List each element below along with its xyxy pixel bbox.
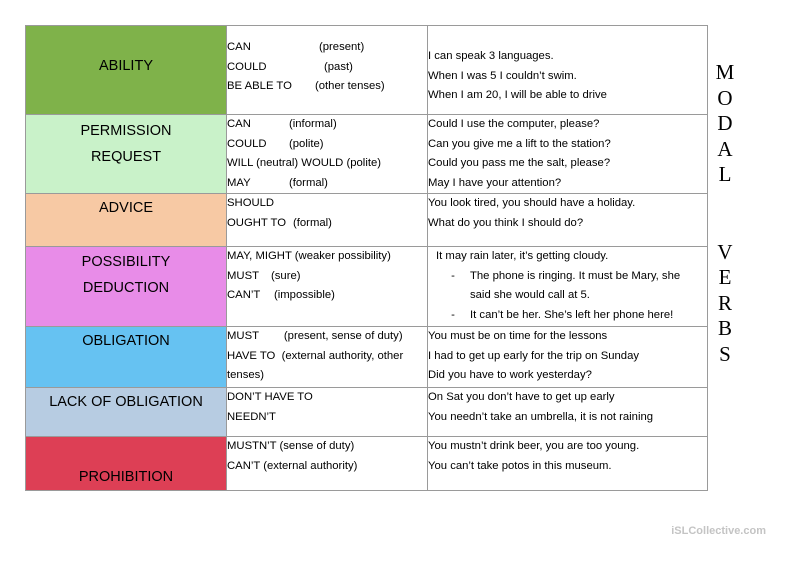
example-line: On Sat you don’t have to get up early <box>428 391 615 403</box>
forms-cell-ability <box>227 26 428 115</box>
form-note: (other tenses) <box>315 80 385 92</box>
category-label: LACK OF OBLIGATION <box>49 394 203 410</box>
title-letter: E <box>718 265 732 289</box>
category-cell-permission <box>26 115 227 194</box>
modal-form: CAN <box>227 41 251 53</box>
form-note: (polite) <box>289 137 324 150</box>
category-label: PROHIBITION <box>78 469 174 485</box>
form-line <box>227 247 427 267</box>
forms-cell-lack <box>227 388 428 437</box>
table-row-possibility <box>26 247 708 327</box>
example-line: Could you pass me the salt, please? <box>428 157 611 169</box>
form-note: (formal) <box>289 176 328 189</box>
example-text: The phone is ringing. It must be Mary, she <box>470 269 681 282</box>
form-line <box>227 194 427 214</box>
title-letter: S <box>719 341 731 366</box>
examples-cell-permission <box>428 115 708 194</box>
category-label: REQUEST <box>90 149 162 165</box>
form-line <box>227 58 427 78</box>
forms-cell-permission <box>227 115 428 194</box>
example-line: I had to get up early for the trip on Sunday <box>428 349 640 362</box>
form-line <box>227 154 427 174</box>
example-line: Could I use the computer, please? <box>428 118 600 130</box>
form-note: (formal) <box>293 216 332 229</box>
form-line <box>227 115 427 135</box>
category-cell-prohibition <box>26 437 227 491</box>
examples-cell-lack <box>428 388 708 437</box>
form-line: NEEDN’T <box>227 410 276 423</box>
form-line: HAVE TO (external authority, other <box>227 349 404 362</box>
modal-form: CAN <box>227 118 251 130</box>
table-row-advice <box>26 194 708 247</box>
category-cell-possibility <box>26 247 227 327</box>
modal-form: OUGHT TO <box>227 216 287 229</box>
table-row-permission <box>26 115 708 194</box>
modal-form: BE ABLE TO <box>227 80 292 92</box>
form-line: MUSTN’T (sense of duty) <box>227 440 355 452</box>
examples-cell-advice <box>428 194 708 247</box>
title-letter: D <box>717 111 733 135</box>
examples-cell-prohibition <box>428 437 708 491</box>
bullet-dash: - <box>451 269 455 282</box>
form-line <box>227 214 427 234</box>
example-line: You mustn’t drink beer, you are too young. <box>428 440 640 452</box>
example-line: You needn’t take an umbrella, it is not raining <box>428 410 654 423</box>
form-note: (sure) <box>271 269 301 282</box>
category-label: ADVICE <box>99 200 153 216</box>
bullet-dash: - <box>451 308 455 321</box>
modal-form: COULD <box>227 60 267 73</box>
example-line: May I have your attention? <box>428 176 562 189</box>
form-note: (informal) <box>289 118 337 130</box>
category-cell-obligation <box>26 327 227 388</box>
form-line: tenses) <box>227 369 265 381</box>
modal-form: MUST <box>227 269 260 282</box>
example-line: When I am 20, I will be able to drive <box>428 89 607 101</box>
form-note: (present) <box>319 41 365 53</box>
example-bullet-item <box>436 267 707 287</box>
category-cell-lack <box>26 388 227 437</box>
forms-cell-obligation <box>227 327 428 388</box>
modal-verbs-table <box>25 25 708 491</box>
category-label: PERMISSION <box>80 123 172 139</box>
example-bullet-continuation: said she would call at 5. <box>470 289 590 301</box>
category-label: ABILITY <box>99 58 153 74</box>
category-cell-ability <box>26 26 227 115</box>
form-line <box>227 38 427 58</box>
form-line <box>227 267 427 287</box>
example-line: I can speak 3 languages. <box>428 50 554 62</box>
category-cell-advice <box>26 194 227 247</box>
form-note: (past) <box>324 60 353 73</box>
examples-cell-ability <box>428 26 708 115</box>
title-letter: V <box>717 239 733 264</box>
example-line: You look tired, you should have a holiday. <box>428 197 636 209</box>
title-letter: B <box>717 316 732 340</box>
table-row-prohibition <box>26 437 708 491</box>
category-label: DEDUCTION <box>82 280 170 296</box>
modal-verbs-vertical-title <box>714 60 736 367</box>
modal-form: COULD <box>227 137 267 150</box>
example-line: When I was 5 I couldn’t swim. <box>428 69 577 82</box>
form-line: CAN’T (external authority) <box>227 459 358 472</box>
title-letter: M <box>715 60 735 84</box>
form-line <box>227 77 427 97</box>
example-line: It may rain later, it’s getting cloudy. <box>436 250 609 262</box>
modal-form: WILL (neutral) WOULD (polite) <box>227 157 382 169</box>
form-line: DON’T HAVE TO <box>227 391 313 403</box>
example-line: What do you think I should do? <box>428 216 584 229</box>
example-line: You must be on time for the lessons <box>428 330 608 342</box>
examples-cell-obligation <box>428 327 708 388</box>
example-text: It can’t be her. She’s left her phone here! <box>470 308 674 321</box>
form-line <box>227 135 427 155</box>
modal-form: CAN’T <box>227 289 261 301</box>
examples-cell-possibility <box>428 247 708 327</box>
example-line: Can you give me a lift to the station? <box>428 137 611 150</box>
form-line <box>227 286 427 306</box>
category-label: POSSIBILITY <box>81 254 171 270</box>
form-line: MUST (present, sense of duty) <box>227 330 403 342</box>
title-letter: L <box>718 162 732 186</box>
modal-form: MAY, MIGHT (weaker possibility) <box>227 250 391 262</box>
modal-form: MAY <box>227 176 251 189</box>
watermark: iSLCollective.com <box>671 525 766 537</box>
form-line <box>227 174 427 194</box>
forms-cell-prohibition <box>227 437 428 491</box>
table-row-ability <box>26 26 708 115</box>
title-letter: A <box>717 136 733 161</box>
example-bullet-item <box>436 306 707 326</box>
table-row-obligation <box>26 327 708 388</box>
title-letter: O <box>717 85 733 110</box>
table-row-lack-of-obligation <box>26 388 708 437</box>
title-letter: R <box>717 290 732 315</box>
forms-cell-advice <box>227 194 428 247</box>
forms-cell-possibility <box>227 247 428 327</box>
form-note: (impossible) <box>274 289 335 301</box>
example-line: You can’t take potos in this museum. <box>428 459 612 472</box>
example-line: Did you have to work yesterday? <box>428 369 592 381</box>
modal-form: SHOULD <box>227 197 275 209</box>
category-label: OBLIGATION <box>82 333 170 349</box>
